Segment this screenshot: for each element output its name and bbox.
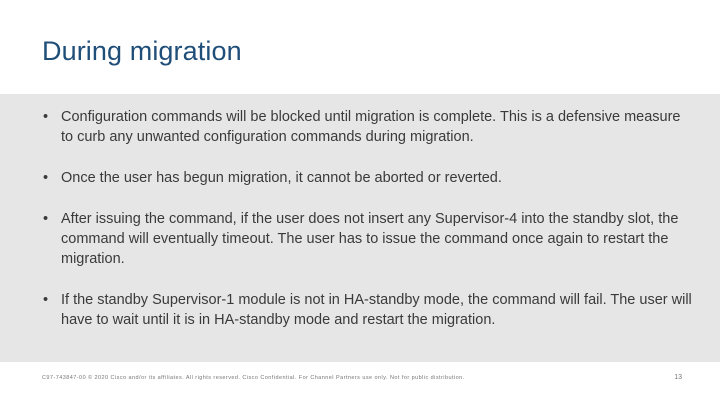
page-number: 13 [674,374,682,381]
bullet-item: • Once the user has begun migration, it cannot be aborted or reverted. [42,168,692,188]
content-panel [0,94,720,362]
bullet-item: • Configuration commands will be blocked until migration is complete. This is a defensive measure to curb any unwanted configuration commands during migration. [42,107,692,147]
footer-text: C97-743847-00 © 2020 Cisco and/or its affiliates. All rights reserved. Cisco Confidential. For Channel Partners use only. Not for public distribution. [42,375,465,381]
bullet-item: • If the standby Supervisor-1 module is not in HA-standby mode, the command will fail. The user will have to wait until it is in HA-standby mode and restart the migration. [42,290,692,330]
bullet-item: • After issuing the command, if the user does not insert any Supervisor-4 into the standby slot, the command will eventually timeout. The user has to issue the command once again to restart the migration. [42,209,692,269]
slide-title: During migration [42,36,242,66]
bullet-list [42,107,692,330]
